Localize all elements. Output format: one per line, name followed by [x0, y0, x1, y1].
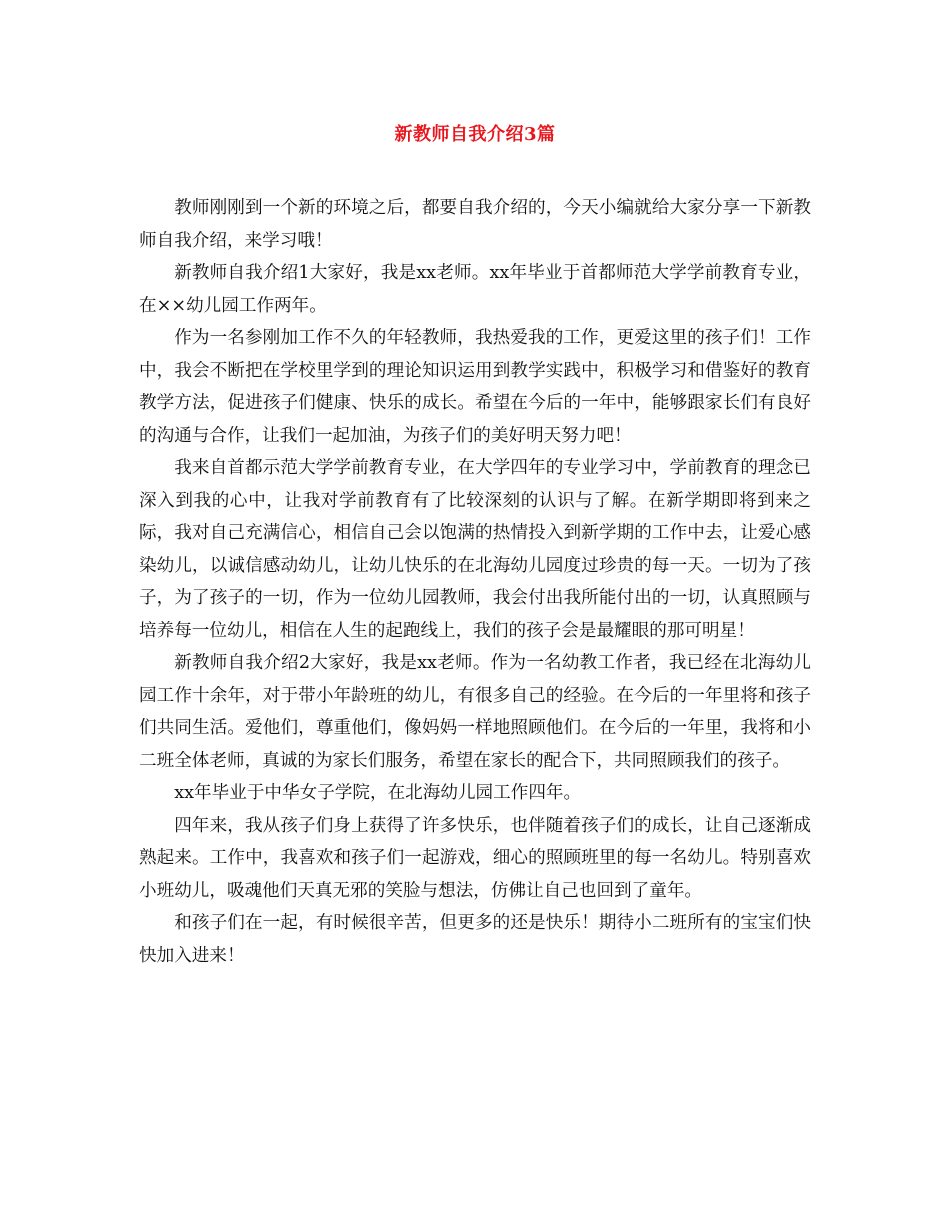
paragraph-intro-2: 新教师自我介绍2大家好，我是xx老师。作为一名幼教工作者，我已经在北海幼儿园工作十余年，对于带小年龄班的幼儿，有很多自己的经验。在今后的一年里将和孩子们共同生活。爱他们，尊重他们，像妈妈一样地照顾他们。在今后的一年里，我将和小二班全体老师，真诚的为家长们服务，希望在家长的配合下，共同照顾我们的孩子。 [139, 653, 811, 771]
paragraph-body-3: xx年毕业于中华女子学院，在北海幼儿园工作四年。 [174, 783, 582, 803]
paragraph-intro-1: 新教师自我介绍1大家好，我是xx老师。xx年毕业于首都师范大学学前教育专业，在××幼儿园工作两年。 [139, 263, 811, 316]
paragraph-body-4: 四年来，我从孩子们身上获得了许多快乐，也伴随着孩子们的成长，让自己逐渐成熟起来。工作中，我喜欢和孩子们一起游戏，细心的照顾班里的每一名幼儿。特别喜欢小班幼儿，吸魂他们天真无邪的笑脸与想法，仿佛让自己也回到了童年。 [139, 815, 811, 901]
document-title: 新教师自我介绍3篇 [394, 124, 556, 145]
paragraph-body-2: 我来自首都示范大学学前教育专业，在大学四年的专业学习中，学前教育的理念已深入到我的心中，让我对学前教育有了比较深刻的认识与了解。在新学期即将到来之际，我对自己充满信心，相信自己会以饱满的热情投入到新学期的工作中去，让爱心感染幼儿，以诚信感动幼儿，让幼儿快乐的在北海幼儿园度过珍贵的每一天。一切为了孩子，为了孩子的一切，作为一位幼儿园教师，我会付出我所能付出的一切，认真照顾与培养每一位幼儿，相信在人生的起跑线上，我们的孩子会是最耀眼的那可明星！ [139, 458, 811, 641]
paragraph-body-1: 作为一名参刚加工作不久的年轻教师，我热爱我的工作，更爱这里的孩子们！工作中，我会不断把在学校里学到的理论知识运用到教学实践中，积极学习和借鉴好的教育教学方法，促进孩子们健康、快乐的成长。希望在今后的一年中，能够跟家长们有良好的沟通与合作，让我们一起加油，为孩子们的美好明天努力吧！ [139, 328, 811, 446]
paragraph-intro: 教师刚刚到一个新的环境之后，都要自我介绍的，今天小编就给大家分享一下新教师自我介绍，来学习哦！ [139, 198, 811, 251]
paragraph-closing: 和孩子们在一起，有时候很辛苦，但更多的还是快乐！期待小二班所有的宝宝们快快加入进来！ [139, 913, 811, 966]
document-body [139, 192, 811, 972]
